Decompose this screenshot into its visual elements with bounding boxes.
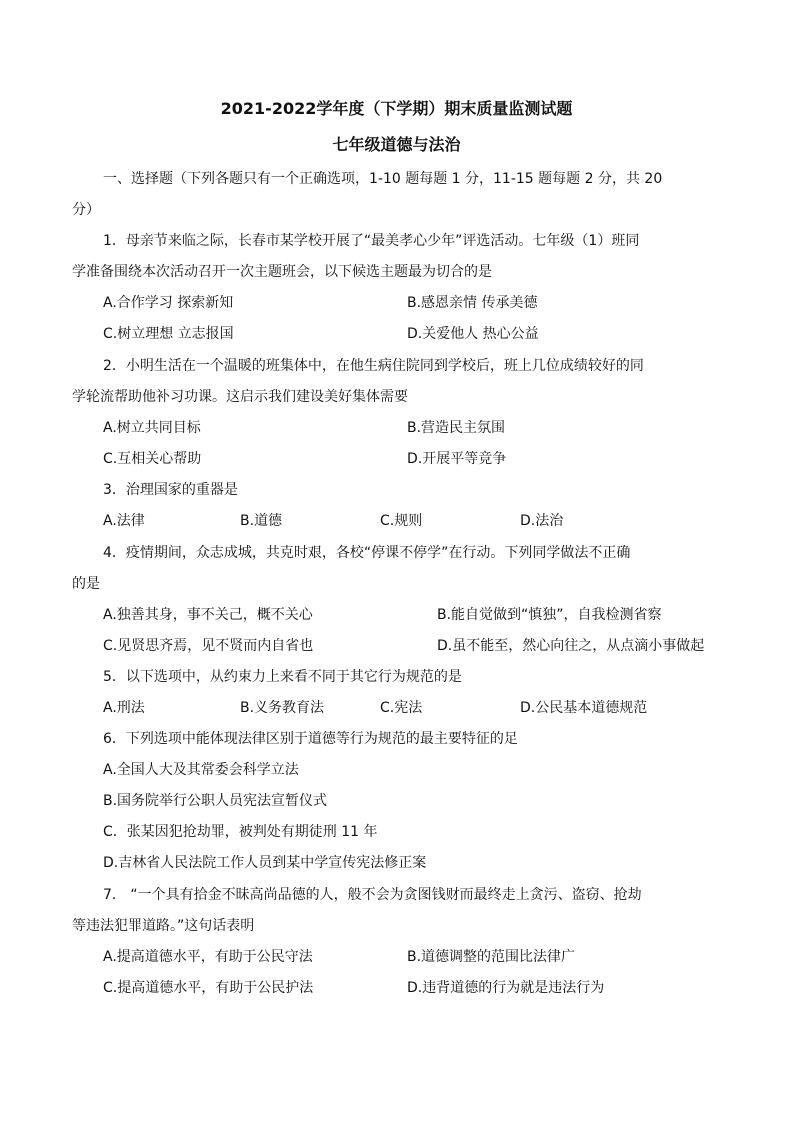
exam-title: 2021-2022学年度（下学期）期末质量监测试题 (220, 99, 573, 118)
question-7-option-d[interactable]: D.违背道德的行为就是违法行为 (407, 980, 605, 996)
question-3-option-d[interactable]: D.法治 (520, 513, 564, 529)
question-2-option-c[interactable]: C.互相关心帮助 (103, 451, 202, 467)
question-2-option-b[interactable]: B.营造民主氛围 (407, 420, 506, 436)
question-5-option-b[interactable]: B.义务教育法 (240, 700, 325, 716)
question-6-option-a[interactable]: A.全国人大及其常委会科学立法 (103, 762, 299, 778)
exam-subject-title: 七年级道德与法治 (332, 135, 461, 154)
question-5-option-d[interactable]: D.公民基本道德规范 (520, 700, 648, 716)
question-4-stem-continued: 的是 (72, 576, 100, 592)
question-5-option-c[interactable]: C.宪法 (380, 700, 423, 716)
question-3-option-b[interactable]: B.道德 (240, 513, 283, 529)
question-1-stem: 1．母亲节来临之际，长春市某学校开展了“最美孝心少年”评选活动。七年级（1）班同 (103, 233, 640, 249)
question-2-stem-continued: 学轮流帮助他补习功课。这启示我们建设美好集体需要 (72, 389, 408, 405)
question-5-stem: 5．以下选项中，从约束力上来看不同于其它行为规范的是 (103, 669, 462, 685)
question-2-option-d[interactable]: D.开展平等竞争 (407, 451, 507, 467)
question-4-stem: 4．疫情期间，众志成城，共克时艰，各校“停课不停学”在行动。下列同学做法不正确 (103, 545, 631, 561)
question-3-option-a[interactable]: A.法律 (103, 513, 145, 529)
question-4-option-d[interactable]: D.虽不能至，然心向往之，从点滴小事做起 (437, 638, 705, 654)
section-heading: 一、选择题（下列各题只有一个正确选项，1-10 题每题 1 分，11-15 题每题 2 分，共 20 (103, 171, 663, 187)
question-6-option-b[interactable]: B.国务院举行公职人员宪法宣暂仪式 (103, 793, 328, 809)
question-7-stem: 7． “一个具有拾金不昧高尚品德的人，般不会为贪图钱财而最终走上贪污、盗窃、抢劫 (103, 887, 642, 903)
question-6-stem: 6．下列选项中能体现法律区别于道德等行为规范的最主要特征的足 (103, 731, 518, 747)
question-4-option-a[interactable]: A.独善其身，事不关己，概不关心 (103, 607, 313, 623)
question-7-option-c[interactable]: C.提高道德水平，有助于公民护法 (103, 980, 314, 996)
section-heading-continued: 分） (72, 202, 100, 218)
question-3-option-c[interactable]: C.规则 (380, 513, 423, 529)
question-6-option-c[interactable]: C．张某因犯抢劫罪，被判处有期徒刑 11 年 (103, 824, 378, 840)
question-1-option-d[interactable]: D.关爱他人 热心公益 (407, 326, 539, 342)
question-7-option-b[interactable]: B.道德调整的范围比法律广 (407, 949, 576, 965)
question-1-stem-continued: 学准备围绕本次活动召开一次主题班会，以下候选主题最为切合的是 (72, 264, 492, 280)
question-2-stem: 2．小明生活在一个温暖的班集体中，在他生病住院同到学校后，班上几位成绩较好的同 (103, 358, 644, 374)
question-1-option-b[interactable]: B.感恩亲情 传承美德 (407, 295, 538, 311)
question-5-option-a[interactable]: A.刑法 (103, 700, 145, 716)
question-1-option-a[interactable]: A.合作学习 探索新知 (103, 295, 234, 311)
question-7-option-a[interactable]: A.提高道德水平，有助于公民守法 (103, 949, 313, 965)
question-1-option-c[interactable]: C.树立理想 立志报国 (103, 326, 234, 342)
question-6-option-d[interactable]: D.吉林省人民法院工作人员到某中学宣传宪法修正案 (103, 855, 427, 871)
question-3-stem: 3．治理国家的重器是 (103, 482, 238, 498)
question-7-stem-continued: 等违法犯罪道路。”这句话表明 (72, 918, 255, 934)
question-2-option-a[interactable]: A.树立共同目标 (103, 420, 201, 436)
question-4-option-b[interactable]: B.能自觉做到“慎独”，自我检测省察 (437, 607, 662, 623)
question-4-option-c[interactable]: C.见贤思齐焉，见不贤而内自省也 (103, 638, 314, 654)
